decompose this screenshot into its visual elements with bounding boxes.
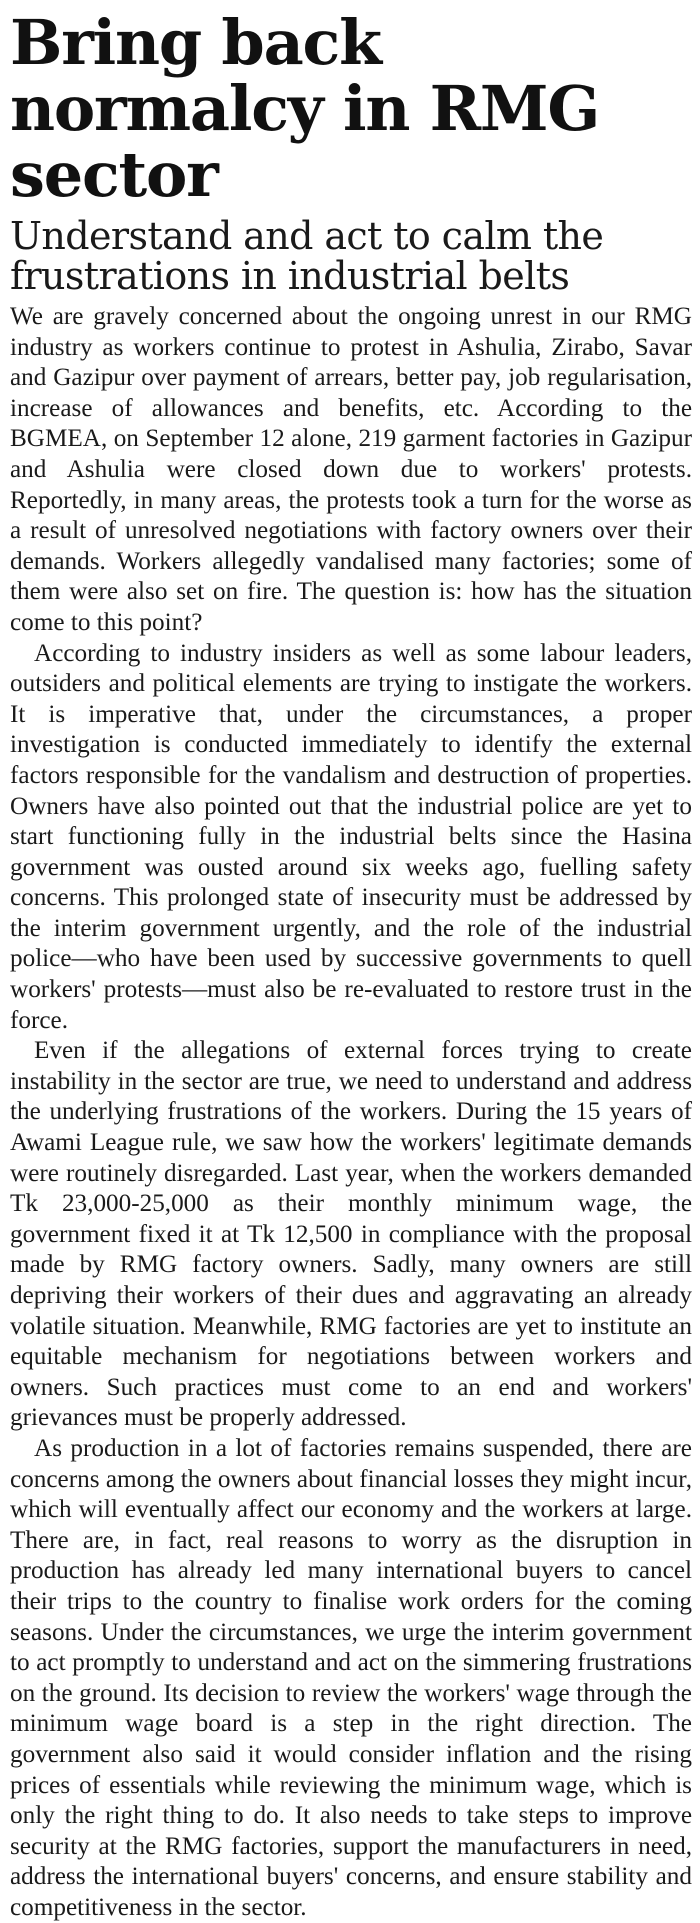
article-paragraph-1: We are gravely concerned about the ongoing unrest in our RMG industry as workers continue to protest in Ashulia, Zirabo, Savar and Gazipur over payment of arrears, better pay, job regularisation, increase of allowances and benefits, etc. According to the BGMEA, on September 12 alone, 219 garment factories in Gazipur and Ashulia were closed down due to workers' protests. Reportedly, in many areas, the protests took a turn for the worse as a result of unresolved negotiations with factory owners over their demands. Workers allegedly vandalised many factories; some of them were also set on fire. The question is: how has the situation come to this point?: [10, 303, 692, 636]
article-paragraph-4: As production in a lot of factories remains suspended, there are concerns among the owners about financial losses they might incur, which will eventually affect our economy and the workers at large. There are, in fact, real reasons to worry as the disruption in production has already led many international buyers to cancel their trips to the country to finalise work orders for the coming seasons. Under the circumstances, we urge the interim government to act promptly to understand and act on the simmering frustrations on the ground. Its decision to review the workers' wage through the minimum wage board is a step in the right direction. The government also said it would consider inflation and the rising prices of essentials while reviewing the minimum wage, which is only the right thing to do. It also needs to take steps to improve security at the RMG factories, support the manufacturers in need, address the international buyers' concerns, and ensure stability and competitiveness in the sector.: [10, 1434, 692, 1921]
article-paragraph-3: Even if the allegations of external forces trying to create instability in the sector are true, we need to understand and address the underlying frustrations of the workers. During the 15 years of Awami League rule, we saw how the workers' legitimate demands were routinely disregarded. Last year, when the workers demanded Tk 23,000-25,000 as their monthly minimum wage, the government fixed it at Tk 12,500 in compliance with the proposal made by RMG factory owners. Sadly, many owners are still depriving their workers of their dues and aggravating an already volatile situation. Meanwhile, RMG factories are yet to institute an equitable mechanism for negotiations between workers and owners. Such practices must come to an end and workers' grievances must be properly addressed.: [10, 1037, 692, 1432]
article-headline: Bring back normalcy in RMG sector: [10, 6, 600, 211]
article-subheadline: Understand and act to calm the frustrations in industrial belts: [10, 214, 604, 298]
article-body: [10, 302, 692, 1923]
article-paragraph-2: According to industry insiders as well as some labour leaders, outsiders and political elements are trying to instigate the workers. It is imperative that, under the circumstances, a proper investigation is conducted immediately to identify the external factors responsible for the vandalism and destruction of properties. Owners have also pointed out that the industrial police are yet to start functioning fully in the industrial belts since the Hasina government was ousted around six weeks ago, fuelling safety concerns. This prolonged state of insecurity must be addressed by the interim government urgently, and the role of the industrial police—who have been used by successive governments to quell workers' protests—must also be re-evaluated to restore trust in the force.: [10, 639, 692, 1034]
